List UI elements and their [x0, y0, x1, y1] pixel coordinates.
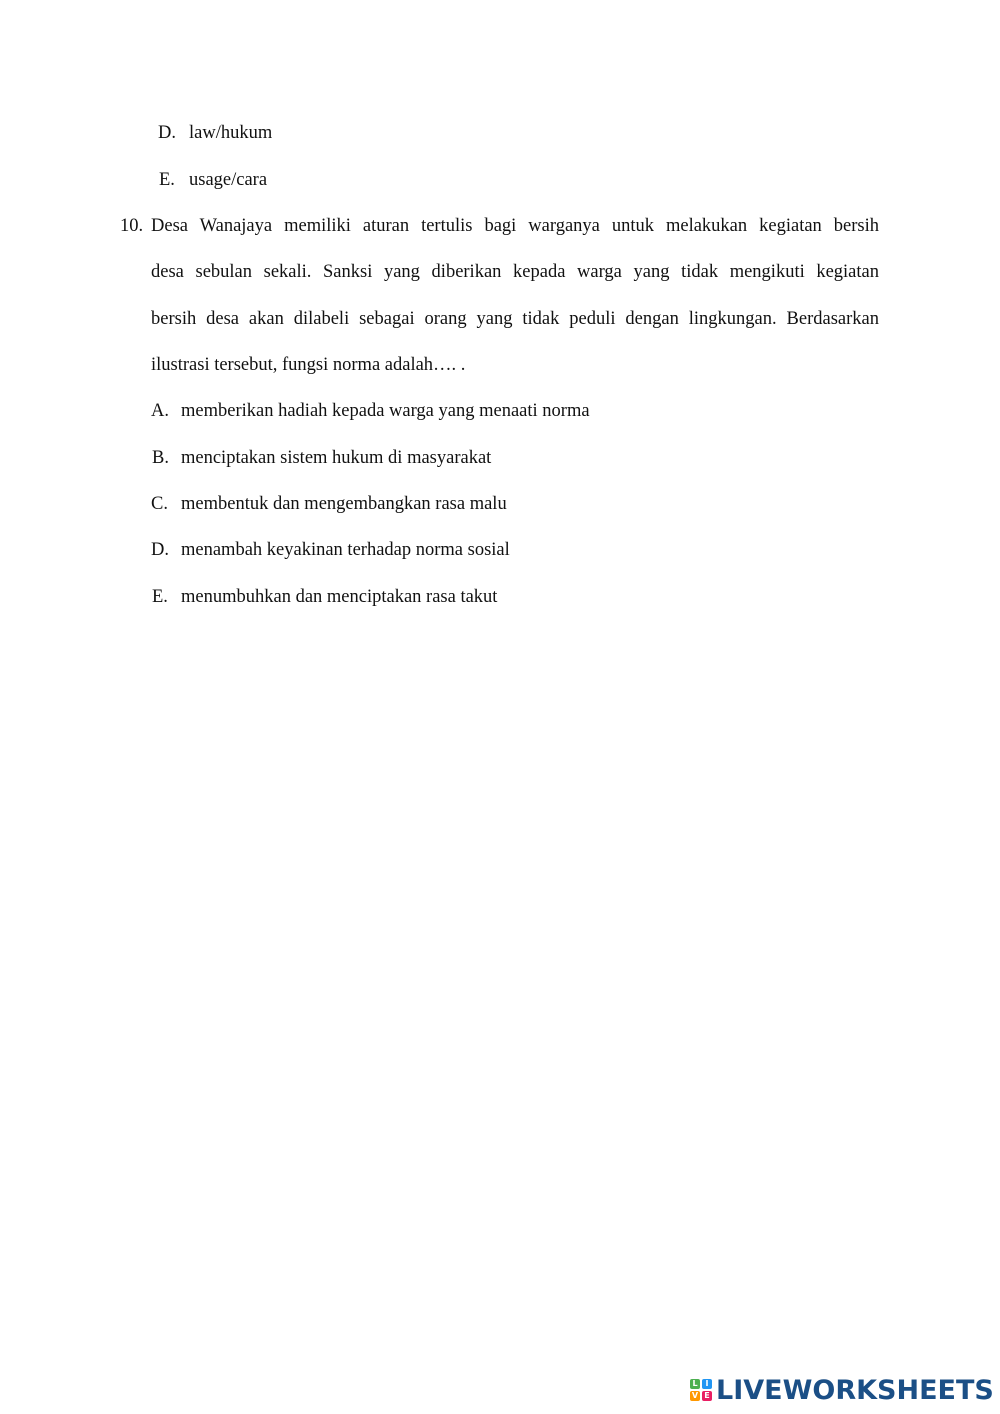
logo-text: LIVEWORKSHEETS — [716, 1374, 994, 1406]
liveworksheets-logo-icon — [690, 1379, 712, 1401]
logo-mark-v: V — [691, 1391, 699, 1400]
question-number: 10. — [120, 216, 144, 236]
logo-mark-e: E — [702, 1391, 712, 1401]
answer-option-text: menambah keyakinan terhadap norma sosial — [181, 540, 510, 560]
answer-option-text: menumbuhkan dan menciptakan rasa takut — [181, 587, 498, 607]
prev-option-e-text: usage/cara — [189, 170, 268, 190]
answer-option-letter: A. — [151, 401, 169, 421]
logo-mark-i: I — [702, 1379, 712, 1389]
answer-option-text: memberikan hadiah kepada warga yang menaati norma — [181, 401, 590, 421]
answer-option-letter: C. — [151, 494, 168, 514]
prev-option-d-text: law/hukum — [189, 123, 273, 143]
answer-option-text: membentuk dan mengembangkan rasa malu — [181, 494, 507, 514]
answer-option-text: menciptakan sistem hukum di masyarakat — [181, 448, 492, 468]
answer-option-letter: D. — [151, 540, 169, 560]
question-text-line-3: bersih desa akan dilabeli sebagai orang yang tidak peduli dengan lingkungan. Berdasarkan — [151, 309, 879, 329]
liveworksheets-logo[interactable] — [690, 1374, 994, 1406]
answer-option-letter: E. — [152, 587, 168, 607]
question-text-line-4: ilustrasi tersebut, fungsi norma adalah…. . — [151, 355, 466, 375]
answer-option-letter: B. — [152, 448, 169, 468]
logo-mark-l: L — [690, 1379, 700, 1389]
question-text-line-1: Desa Wanajaya memiliki aturan tertulis bagi warganya untuk melakukan kegiatan bersih — [151, 216, 879, 236]
prev-option-e-letter: E. — [159, 170, 175, 190]
question-text-line-2: desa sebulan sekali. Sanksi yang diberikan kepada warga yang tidak mengikuti kegiatan — [151, 262, 879, 282]
prev-option-d-letter: D. — [158, 123, 176, 143]
